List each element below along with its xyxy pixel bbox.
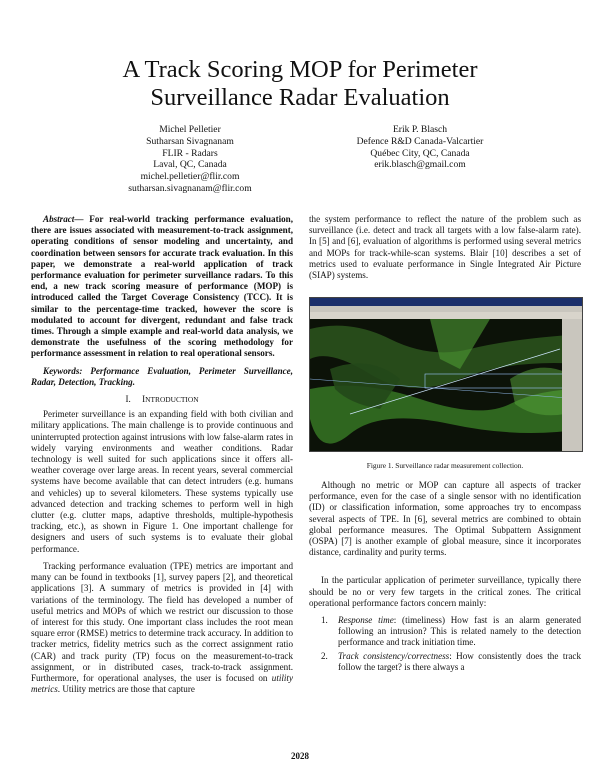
body-paragraph: In the particular application of perimeter surveillance, typically there should be no or very few targets in the critical zones. The critical operational performance factors concern mainly: [309,575,581,608]
section-title-rest: NTRODUCTION [145,395,199,405]
author-block-right [330,124,510,171]
page-number: 2028 [291,751,309,761]
author-email: sutharsan.sivagnanam@flir.com [128,182,252,194]
body-text: . Utility metrics are those that capture [57,684,195,695]
abstract-label: Abstract [43,214,75,224]
section-number: I. [125,394,131,405]
radar-screenshot-figure [309,297,583,452]
side-panel [562,319,582,451]
factor-list [309,615,581,673]
window-title-bar [310,298,582,306]
author-block-left [100,124,280,195]
section-heading [31,394,293,405]
list-item [309,615,581,649]
left-column [31,214,293,695]
author-email: erik.blasch@gmail.com [374,159,466,171]
body-paragraph: Perimeter surveillance is an expanding field with both civilian and military applications. The main challenge is to provide continuous and uninterrupted protection against intrusions with low false-alarm rates in widely varying environments and weather conditions. Radar technology is well suited for such applications since it offers all-weather coverage over large areas. In recent years, several commercial systems have become available that can detect intruders (e.g. humans and vehicles) up to several kilometers. These systems typically use advanced detection and tracking schemes to perform well in high clutter (e.g. clutter maps, adaptive thresholds, multiple-hypothesis tracking, etc.), as shown in Figure 1. One important challenge for designers and users of such systems is to evaluate their global performance. [31,409,293,554]
figure-caption: Figure 1. Surveillance radar measurement collection. [366,461,524,470]
body-text: Tracking performance evaluation (TPE) metrics are important and many can be found in textbooks [1], survey papers [2], and theoretical applications [3]. A summary of metrics is provided in [4] with variations of the terminology. The field has developed a number of useful metrics and MOPs of which we restrict our discussion to those of interest for this study. One important class includes the root mean square error (RMSE) metrics to determine track accuracy. In addition to tracker metrics, fidelity metrics such as the correct assignment ratio (CAR) and track purity (TP) focus on the measurement-to-track assignment, or in distributed cases, track-to-track assignment. Furthermore, for operational analyses, the user is focused on [31,560,293,683]
author-name: Sutharsan Sivagnanam [146,135,234,147]
radar-display-image [310,319,582,451]
author-affiliation: FLIR - Radars [162,147,218,159]
emphasis: utility metrics [31,672,293,695]
title-line-2: Surveillance Radar Evaluation [150,84,450,111]
keywords-text: Performance Evaluation, Perimeter Surveillance, Radar, Detection, Tracking. [31,365,293,387]
author-location: Laval, QC, Canada [153,159,227,171]
abstract [31,214,293,360]
list-number: 1. [321,615,328,626]
title-line-1: A Track Scoring MOP for Perimeter [122,56,478,83]
author-email: michel.pelletier@flir.com [140,171,240,183]
author-affiliation: Defence R&D Canada-Valcartier [356,135,484,147]
body-paragraph: the system performance to reflect the nature of the problem such as surveillance (i.e. detect and track all targets with a low false-alarm rate). In [5] and [6], evaluation of algorithms is performed using several metrics and MOPs for track-while-scan systems. Blair [10] describes a set of metrics used to evaluate performance in Single Integrated Air Picture (SIAP) systems. [309,214,581,281]
author-location: Québec City, QC, Canada [370,147,470,159]
list-term: Track consistency/correctness [338,650,450,661]
section-title-initial: I [142,394,146,405]
right-column-top [309,214,581,281]
body-paragraph: Although no metric or MOP can capture all aspects of tracker performance, even for the case of a single sensor with no identification (ID) or classification information, some approaches try to encompass several aspects of TPE. In [6], several metrics are combined to obtain global performance measures. The Optimal Subpattern Assignment (OSPA) [7] is another example of global measure, since it incorporates distance, cardinality and purity terms. [309,480,581,558]
author-name: Michel Pelletier [159,124,221,135]
keywords-label: Keywords: [43,365,83,376]
list-text: : (timeliness) How fast is an alarm generated following an intrusion? This is related namely to the detection performance and track initiation time. [338,615,582,648]
window-toolbar [310,312,582,319]
list-text: : How consistently does the track follow the target? is there always a [338,650,581,672]
keywords [31,366,293,388]
list-number: 2. [321,650,328,661]
list-term: Response time [338,615,394,626]
right-column-bottom [309,480,581,673]
paper-title [0,56,600,112]
author-name: Erik P. Blasch [392,124,448,135]
list-item [309,651,581,673]
body-paragraph [31,561,293,695]
abstract-text: — For real-world tracking performance evaluation, there are issues associated with measurement-to-track assignment, operating conditions of sensor modeling and uncertainty, and coordination between sensors for accurate track evaluation. In this paper, we demonstrate a real-world application of track performance evaluation for perimeter surveillance radars. To this end, a new track scoring measure of performance (MOP) is introduced called the Target Coverage Consistency (TCC). It is similar to the percentage-time tracked, however the score is modulated to account for divergent, redundant and false track times. Through a simple example and real-world data analysis, we demonstrate the usefulness of the scoring methodology for performance assessment in relation to real operational sensors. [31,214,293,359]
